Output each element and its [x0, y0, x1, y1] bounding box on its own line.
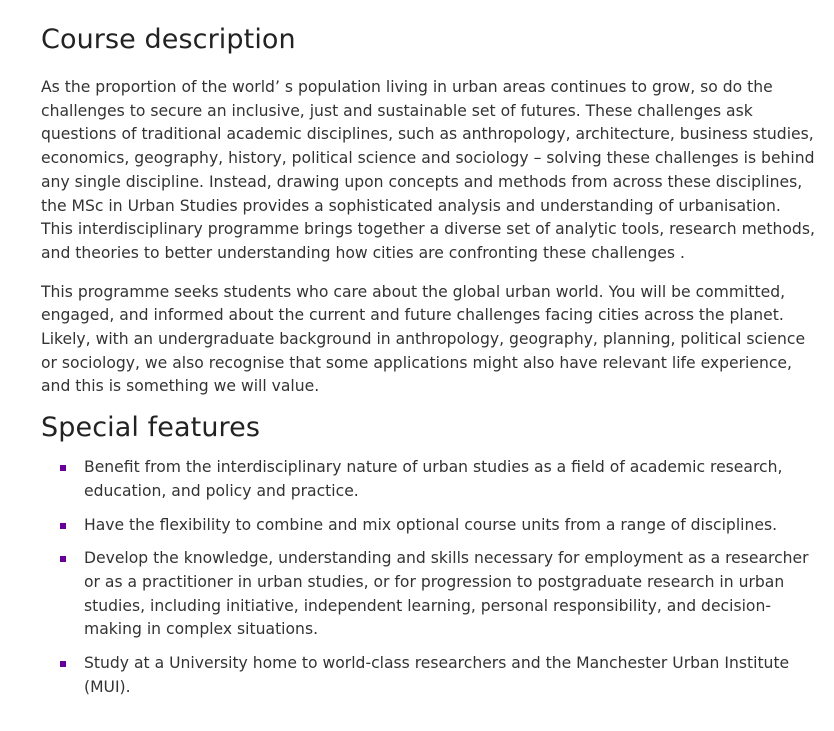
course-description-paragraph: This programme seeks students who care about the global urban world. You will be committed, engaged, and informed about the current and future challenges facing cities across the planet. Likely, with an undergraduate background in anthropology, geography, planning, political science or sociology, we also recognise that some applications might also have relevant life experience, and this is something we will value.	[41, 282, 806, 396]
square-bullet-icon	[60, 523, 66, 529]
list-item-text: Study at a University home to world-class researchers and the Manchester Urban Institute (MUI).	[84, 654, 790, 696]
list-item-text: Benefit from the interdisciplinary nature of urban studies as a field of academic research, education, and policy and practice.	[84, 458, 783, 500]
list-item-text: Have the flexibility to combine and mix optional course units from a range of disciplines.	[84, 515, 778, 534]
list-item-text: Develop the knowledge, understanding and skills necessary for employment as a researcher or as a practitioner in urban studies, or for progression to postgraduate research in urban studies, including initiative, independent learning, personal responsibility, and decision-making in complex situations.	[84, 549, 809, 639]
list-item	[84, 652, 816, 699]
list-item	[84, 547, 816, 642]
main-content	[41, 20, 816, 709]
list-item	[84, 456, 816, 503]
course-description-heading: Course description	[41, 24, 296, 55]
special-features-heading: Special features	[41, 412, 261, 444]
square-bullet-icon	[60, 556, 66, 562]
square-bullet-icon	[60, 465, 66, 471]
square-bullet-icon	[60, 661, 66, 667]
special-features-list	[41, 456, 816, 699]
course-description-paragraph: As the proportion of the world’ s population living in urban areas continues to grow, so do the challenges to secure an inclusive, just and sustainable set of futures. These challenges ask questions of traditional academic disciplines, such as anthropology, architecture, business studies, economics, geography, history, political science and sociology – solving these challenges is behind any single discipline. Instead, drawing upon concepts and methods from across these disciplines, the MSc in Urban Studies provides a sophisticated analysis and understanding of urbanisation. This interdisciplinary programme brings together a diverse set of analytic tools, research methods, and theories to better understanding how cities are confronting these challenges .	[41, 78, 815, 262]
list-item	[84, 514, 816, 538]
